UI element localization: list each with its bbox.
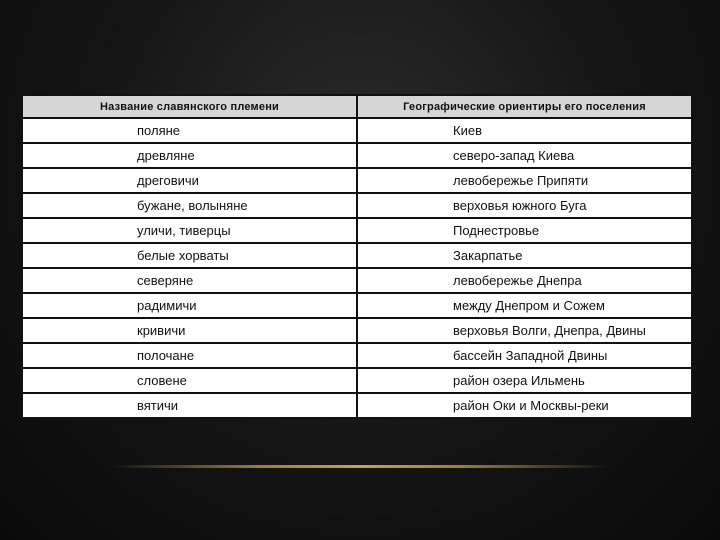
tribe-name-cell: вятичи [22, 393, 357, 418]
table-row [22, 218, 692, 243]
tribe-name-cell: древляне [22, 143, 357, 168]
table-row [22, 293, 692, 318]
location-cell: Поднестровье [357, 218, 692, 243]
tribe-name-cell: уличи, тиверцы [22, 218, 357, 243]
decorative-gold-line [110, 465, 610, 468]
location-cell: Закарпатье [357, 243, 692, 268]
tribe-name-cell: словене [22, 368, 357, 393]
tribe-name-cell: полочане [22, 343, 357, 368]
location-cell: бассейн Западной Двины [357, 343, 692, 368]
location-cell: левобережье Припяти [357, 168, 692, 193]
tribe-name-cell: дреговичи [22, 168, 357, 193]
header-geography: Географические ориентиры его поселения [357, 95, 692, 118]
table-row [22, 243, 692, 268]
table-row [22, 268, 692, 293]
location-cell: район озера Ильмень [357, 368, 692, 393]
location-cell: район Оки и Москвы-реки [357, 393, 692, 418]
tribe-name-cell: поляне [22, 118, 357, 143]
tribe-name-cell: бужане, волыняне [22, 193, 357, 218]
table-row [22, 318, 692, 343]
table-row [22, 343, 692, 368]
tribe-name-cell: северяне [22, 268, 357, 293]
location-cell: между Днепром и Сожем [357, 293, 692, 318]
tribe-name-cell: кривичи [22, 318, 357, 343]
tribe-name-cell: белые хорваты [22, 243, 357, 268]
table-row [22, 193, 692, 218]
location-cell: верховья Волги, Днепра, Двины [357, 318, 692, 343]
tribes-table [21, 94, 691, 419]
location-cell: Киев [357, 118, 692, 143]
location-cell: северо-запад Киева [357, 143, 692, 168]
table-row [22, 393, 692, 418]
tribe-name-cell: радимичи [22, 293, 357, 318]
table-row [22, 168, 692, 193]
table-row [22, 143, 692, 168]
header-tribe-name: Название славянского племени [22, 95, 357, 118]
location-cell: верховья южного Буга [357, 193, 692, 218]
table-row [22, 118, 692, 143]
table-row [22, 368, 692, 393]
location-cell: левобережье Днепра [357, 268, 692, 293]
table-header-row [22, 95, 692, 118]
